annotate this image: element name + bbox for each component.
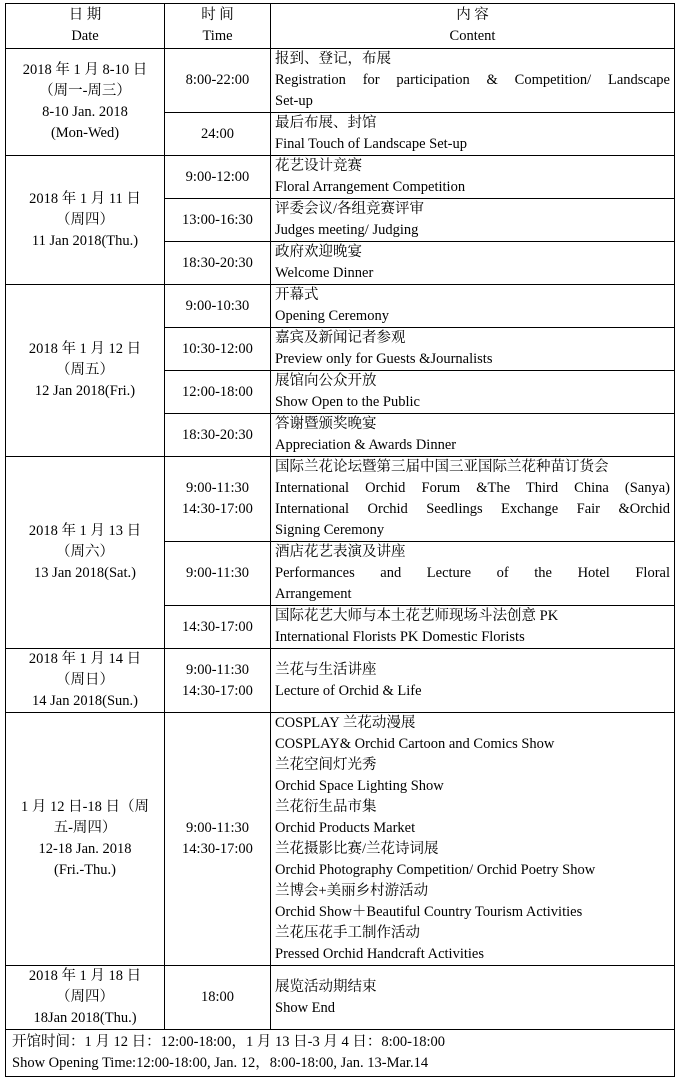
time-line: 8:00-22:00 <box>185 72 250 88</box>
content-line: Welcome Dinner <box>275 265 374 281</box>
date-line: （周五） <box>56 362 114 378</box>
time-line: 14:30-17:00 <box>182 841 253 857</box>
time-line: 13:00-16:30 <box>182 211 253 228</box>
content-cell <box>271 242 675 285</box>
date-line: 2018 年 1 月 18 日 <box>28 968 142 984</box>
time-line: 9:00-11:30 <box>185 820 250 836</box>
content-line: 花艺设计竞赛 <box>275 158 362 174</box>
content-cell <box>271 414 675 457</box>
content-line: Show Open to the Public <box>275 394 420 410</box>
time-line: 18:00 <box>200 989 235 1005</box>
time-line: 9:00-11:30 <box>185 565 250 581</box>
content-line: Orchid Products Market <box>275 820 416 836</box>
time-line: 9:00-12:00 <box>185 168 250 185</box>
schedule-table <box>5 3 675 1077</box>
date-line: 1 月 12 日-18 日（周 <box>20 799 150 815</box>
date-line: 2018 年 1 月 14 日 <box>28 651 142 667</box>
date-line: 五-周四） <box>53 820 117 836</box>
time-cell <box>165 49 271 113</box>
schedule-row <box>6 966 675 1030</box>
content-line: Opening Ceremony <box>275 308 389 324</box>
time-cell <box>165 457 271 542</box>
date-line: 2018 年 1 月 12 日 <box>28 341 142 357</box>
content-cell <box>271 285 675 328</box>
schedule-row <box>6 649 675 713</box>
time-cell <box>165 113 271 156</box>
date-line: 2018 年 1 月 11 日 <box>29 190 141 207</box>
time-cell <box>165 414 271 457</box>
content-line: 评委会议/各组竞赛评审 <box>275 201 425 217</box>
date-line: （周一-周三） <box>39 83 131 99</box>
content-line: 展馆向公众开放 <box>275 373 377 389</box>
content-line: 嘉宾及新闻记者参观 <box>275 330 406 346</box>
content-cell <box>271 606 675 649</box>
schedule-body <box>6 49 675 1030</box>
time-cell <box>165 713 271 966</box>
content-cell <box>271 156 675 199</box>
date-cell <box>6 285 165 457</box>
content-cell <box>271 49 675 113</box>
header-row <box>6 4 675 49</box>
time-header-cn: 时 间 <box>201 7 234 23</box>
date-line: 8-10 Jan. 2018 <box>42 104 128 120</box>
time-line: 9:00-11:30 <box>185 480 250 496</box>
content-line: International Orchid Forum &The Third China (Sanya) <box>275 480 670 496</box>
time-column-header <box>165 4 271 49</box>
time-line: 9:00-10:30 <box>185 297 250 314</box>
time-cell <box>165 371 271 414</box>
date-cell <box>6 649 165 713</box>
schedule-row <box>6 285 675 328</box>
date-cell <box>6 49 165 156</box>
date-line: 11 Jan 2018(Thu.) <box>31 232 139 249</box>
content-line: Registration for participation & Competition/ Landscape <box>275 72 670 88</box>
time-cell <box>165 285 271 328</box>
time-cell <box>165 156 271 199</box>
content-line: 展览活动期结束 <box>275 978 377 995</box>
schedule-row <box>6 457 675 542</box>
content-line: 政府欢迎晚宴 <box>275 244 362 260</box>
content-line: Judges meeting/ Judging <box>275 222 419 238</box>
time-cell <box>165 542 271 606</box>
time-cell <box>165 966 271 1030</box>
opening-hours-cell <box>6 1030 675 1077</box>
time-cell <box>165 242 271 285</box>
date-header-cn: 日 期 <box>68 7 102 23</box>
date-line: （周四） <box>56 989 114 1005</box>
schedule-row <box>6 49 675 113</box>
content-line: 国际兰花论坛暨第三届中国三亚国际兰花种苗订货会 <box>275 459 609 475</box>
time-line: 14:30-17:00 <box>182 682 253 699</box>
content-line: International Orchid Seedlings Exchange Fair &Orchid <box>275 501 670 517</box>
content-cell <box>271 199 675 242</box>
time-cell <box>165 328 271 371</box>
time-cell <box>165 199 271 242</box>
content-line: 答谢暨颁奖晚宴 <box>275 416 377 432</box>
schedule-row <box>6 713 675 966</box>
time-cell <box>165 606 271 649</box>
content-line: Pressed Orchid Handcraft Activities <box>275 946 484 962</box>
content-cell <box>271 649 675 713</box>
time-line: 10:30-12:00 <box>182 340 253 357</box>
content-line: Appreciation & Awards Dinner <box>275 437 457 453</box>
time-line: 18:30-20:30 <box>182 254 253 271</box>
content-line: 兰花与生活讲座 <box>275 661 377 678</box>
content-line: 报到、登记，布展 <box>275 51 391 67</box>
content-line: International Florists PK Domestic Florists <box>275 629 525 645</box>
content-line: 兰花衍生品市集 <box>275 799 377 815</box>
content-line: COSPLAY 兰花动漫展 <box>275 715 416 731</box>
content-line: Floral Arrangement Competition <box>275 179 466 195</box>
time-line: 9:00-11:30 <box>185 661 250 678</box>
date-line: 2018 年 1 月 13 日 <box>28 523 142 539</box>
content-line: Signing Ceremony <box>275 522 385 538</box>
date-column-header <box>6 4 165 49</box>
time-header-en: Time <box>202 28 233 44</box>
schedule-row <box>6 156 675 199</box>
date-cell <box>6 156 165 285</box>
content-header-en: Content <box>449 28 496 44</box>
content-line: 兰花压花手工制作活动 <box>275 925 420 941</box>
date-line: （周日） <box>56 672 114 688</box>
content-line: Orchid Show＋Beautiful Country Tourism Activities <box>275 904 583 920</box>
date-cell <box>6 457 165 649</box>
time-line: 12:00-18:00 <box>182 383 253 400</box>
opening-hours-cn: 开馆时间：1 月 12 日：12:00-18:00，1 月 13 日-3 月 4 日：8:00-18:00 <box>12 1034 445 1050</box>
date-line: 18Jan 2018(Thu.) <box>33 1010 137 1026</box>
content-cell <box>271 457 675 542</box>
time-line: 24:00 <box>200 125 235 142</box>
time-line: 14:30-17:00 <box>182 618 253 635</box>
date-cell <box>6 966 165 1030</box>
date-line: (Mon-Wed) <box>50 125 120 141</box>
date-line: 13 Jan 2018(Sat.) <box>34 565 136 581</box>
content-line: 开幕式 <box>275 287 319 303</box>
content-line: Orchid Photography Competition/ Orchid Poetry Show <box>275 862 596 878</box>
content-line: COSPLAY& Orchid Cartoon and Comics Show <box>275 736 555 752</box>
date-line: 2018 年 1 月 8-10 日 <box>22 62 148 78</box>
content-line: 最后布展、封馆 <box>275 115 377 131</box>
content-line: Performances and Lecture of the Hotel Floral <box>275 565 670 581</box>
content-line: 兰花摄影比赛/兰花诗词展 <box>275 841 439 857</box>
content-line: Final Touch of Landscape Set-up <box>275 136 468 152</box>
content-line: Set-up <box>275 93 313 109</box>
content-cell <box>271 328 675 371</box>
content-cell <box>271 542 675 606</box>
content-cell <box>271 966 675 1030</box>
content-line: Orchid Space Lighting Show <box>275 778 444 794</box>
content-line: Lecture of Orchid & Life <box>275 682 422 699</box>
content-header-cn: 内 容 <box>456 7 489 23</box>
date-line: 14 Jan 2018(Sun.) <box>32 693 138 709</box>
footer-row <box>6 1030 675 1077</box>
time-cell <box>165 649 271 713</box>
content-line: 酒店花艺表演及讲座 <box>275 544 406 560</box>
content-line: Arrangement <box>275 586 352 602</box>
date-line: （周六） <box>56 544 114 560</box>
date-line: 12 Jan 2018(Fri.) <box>34 383 136 399</box>
content-cell <box>271 371 675 414</box>
opening-hours-en: Show Opening Time:12:00-18:00, Jan. 12，8:00-18:00, Jan. 13-Mar.14 <box>12 1055 429 1071</box>
content-cell <box>271 713 675 966</box>
content-line: 兰博会+美丽乡村游活动 <box>275 883 429 899</box>
content-line: Show End <box>275 999 336 1016</box>
content-cell <box>271 113 675 156</box>
content-line: 国际花艺大师与本土花艺师现场斗法创意 PK <box>275 608 559 624</box>
content-line: Preview only for Guests &Journalists <box>275 351 493 367</box>
date-line: (Fri.-Thu.) <box>53 862 116 878</box>
date-line: （周四） <box>56 211 114 228</box>
content-column-header <box>271 4 675 49</box>
time-line: 14:30-17:00 <box>182 501 253 517</box>
time-line: 18:30-20:30 <box>182 426 253 443</box>
date-cell <box>6 713 165 966</box>
date-line: 12-18 Jan. 2018 <box>38 841 132 857</box>
date-header-en: Date <box>71 28 99 44</box>
content-line: 兰花空间灯光秀 <box>275 757 377 773</box>
